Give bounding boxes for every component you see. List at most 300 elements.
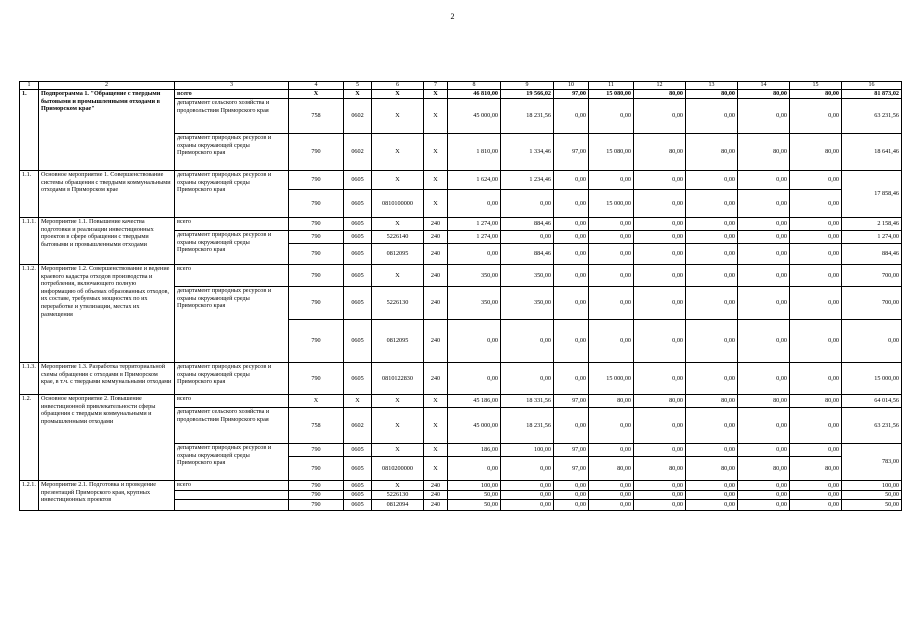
table-cell: 0,00 xyxy=(634,190,686,218)
table-cell: Х xyxy=(372,408,424,444)
table-cell: 240 xyxy=(424,491,448,500)
table-cell: 0605 xyxy=(344,444,372,457)
table-cell: 0,00 xyxy=(790,491,842,500)
table-cell: 80,00 xyxy=(738,457,790,481)
table-cell: всего xyxy=(175,481,289,491)
table-cell: 1 810,00 xyxy=(448,134,501,171)
table-cell: 1.1.2. xyxy=(20,265,39,363)
table-cell: 80,00 xyxy=(634,395,686,408)
table-cell: 790 xyxy=(289,134,344,171)
table-cell: 0605 xyxy=(344,500,372,511)
table-cell: Х xyxy=(372,99,424,134)
table-cell: департамент природных ресурсов и охраны окружающей среды Приморского края xyxy=(175,444,289,481)
col-header: 9 xyxy=(501,82,554,90)
table-cell: 884,46 xyxy=(501,244,554,265)
table-cell: 64 014,56 xyxy=(842,395,902,408)
table-cell xyxy=(175,500,289,511)
table-cell: 0,00 xyxy=(738,320,790,363)
table-cell: 0,00 xyxy=(790,320,842,363)
table-cell: 0,00 xyxy=(501,320,554,363)
table-cell: Х xyxy=(372,134,424,171)
table-cell: 240 xyxy=(424,500,448,511)
table-cell: всего xyxy=(175,265,289,287)
table-cell: департамент сельского хозяйства и продовольствия Приморского края xyxy=(175,408,289,444)
table-cell: 15 000,00 xyxy=(589,363,634,395)
table-cell: 0,00 xyxy=(634,408,686,444)
table-cell: Основное мероприятие 2. Повышение инвестиционной привлекательности сферы обращения с твердыми коммунальными и промышленными отходами xyxy=(39,395,175,481)
table-cell: 0,00 xyxy=(589,231,634,244)
table-cell: всего xyxy=(175,395,289,408)
table-cell: Х xyxy=(289,395,344,408)
table-cell: 700,00 xyxy=(842,265,902,287)
table-cell: 790 xyxy=(289,320,344,363)
table-cell: 0602 xyxy=(344,134,372,171)
table-cell: Х xyxy=(424,408,448,444)
table-cell: 350,00 xyxy=(501,265,554,287)
table-cell: 0,00 xyxy=(790,444,842,457)
table-cell: 0,00 xyxy=(554,171,589,190)
table-cell: 17 858,46 xyxy=(842,171,902,218)
table-cell: 5226130 xyxy=(372,491,424,500)
table-cell: Х xyxy=(424,190,448,218)
table-cell: 0,00 xyxy=(686,320,738,363)
page-number: 2 xyxy=(450,12,455,21)
table-cell: Х xyxy=(372,90,424,99)
table-cell: 0,00 xyxy=(501,491,554,500)
table-cell: 18 641,46 xyxy=(842,134,902,171)
table-cell: Х xyxy=(424,395,448,408)
table-cell: 0605 xyxy=(344,287,372,320)
table-cell: 0,00 xyxy=(738,491,790,500)
table-cell: 18 231,56 xyxy=(501,408,554,444)
table-cell: 0,00 xyxy=(554,99,589,134)
table-cell: 790 xyxy=(289,287,344,320)
table-cell: 0,00 xyxy=(589,218,634,231)
table-cell: 100,00 xyxy=(842,481,902,491)
table-cell: 240 xyxy=(424,320,448,363)
table-cell: 5226140 xyxy=(372,231,424,244)
table-cell: 0,00 xyxy=(738,363,790,395)
table-cell: 15 080,00 xyxy=(589,90,634,99)
table-cell: 0,00 xyxy=(554,363,589,395)
table-cell: 0,00 xyxy=(554,320,589,363)
table-row xyxy=(20,481,902,491)
table-cell: Мероприятие 1.2. Совершенствование и ведение краевого кадастра отходов производства и потребления, включающего полную информацию об объемах образованных отходов, их составе, требуемых мощностях по их переработке и утилизации, местах их размещения xyxy=(39,265,175,363)
table-row xyxy=(20,265,902,287)
table-cell: 0,00 xyxy=(686,244,738,265)
table-cell: 0,00 xyxy=(634,287,686,320)
table-cell: Х xyxy=(424,99,448,134)
table-cell: 80,00 xyxy=(634,90,686,99)
table-cell: 45 000,00 xyxy=(448,408,501,444)
table-cell: 0,00 xyxy=(448,190,501,218)
table-cell: 81 873,02 xyxy=(842,90,902,99)
budget-table xyxy=(19,81,902,511)
table-cell: 1.2.1. xyxy=(20,481,39,511)
col-header: 6 xyxy=(372,82,424,90)
table-cell: 0,00 xyxy=(448,363,501,395)
table-cell: 0,00 xyxy=(790,190,842,218)
table-cell: 80,00 xyxy=(790,457,842,481)
table-cell: 15 080,00 xyxy=(589,134,634,171)
col-header: 13 xyxy=(686,82,738,90)
table-cell: 0,00 xyxy=(738,408,790,444)
table-cell: 0,00 xyxy=(634,265,686,287)
table-cell: 80,00 xyxy=(738,395,790,408)
table-cell: 0605 xyxy=(344,171,372,190)
col-header: 12 xyxy=(634,82,686,90)
table-cell: 50,00 xyxy=(842,500,902,511)
table-cell: 240 xyxy=(424,287,448,320)
table-cell: 0,00 xyxy=(686,363,738,395)
table-cell: 0,00 xyxy=(589,99,634,134)
table-cell: 97,00 xyxy=(554,134,589,171)
table-cell: 0,00 xyxy=(738,500,790,511)
table-cell: 0605 xyxy=(344,190,372,218)
table-cell: 350,00 xyxy=(501,287,554,320)
table-cell: 790 xyxy=(289,444,344,457)
table-cell: 790 xyxy=(289,265,344,287)
table-cell: 0,00 xyxy=(554,481,589,491)
table-cell: Мероприятие 1.3. Разработка территориальной схемы обращения с отходами в Приморском крае, в т.ч. с твердыми коммунальными отходами xyxy=(39,363,175,395)
table-cell: 790 xyxy=(289,244,344,265)
table-cell: 0810122830 xyxy=(372,363,424,395)
table-cell: Х xyxy=(372,265,424,287)
table-cell: 63 231,56 xyxy=(842,99,902,134)
table-cell: 240 xyxy=(424,231,448,244)
table-cell: 0,00 xyxy=(634,244,686,265)
table-cell: 0,00 xyxy=(686,218,738,231)
table-cell: 0,00 xyxy=(686,491,738,500)
table-cell: 97,00 xyxy=(554,444,589,457)
col-header: 3 xyxy=(175,82,289,90)
table-cell: 0,00 xyxy=(634,99,686,134)
table-cell: департамент природных ресурсов и охраны окружающей среды Приморского края xyxy=(175,287,289,363)
table-cell: Х xyxy=(424,457,448,481)
table-cell: 0,00 xyxy=(738,244,790,265)
table-cell: 1.1.3. xyxy=(20,363,39,395)
table-cell: 0,00 xyxy=(738,265,790,287)
table-cell: 884,46 xyxy=(842,244,902,265)
table-row xyxy=(20,90,902,99)
table-cell: 0,00 xyxy=(738,231,790,244)
table-cell: 0,00 xyxy=(686,171,738,190)
table-cell: 80,00 xyxy=(634,457,686,481)
table-cell: 1 274,00 xyxy=(448,218,501,231)
table-cell: 0,00 xyxy=(790,481,842,491)
table-cell: 0605 xyxy=(344,363,372,395)
table-cell: 790 xyxy=(289,481,344,491)
col-header: 5 xyxy=(344,82,372,90)
table-cell: 80,00 xyxy=(589,395,634,408)
table-cell: 0810100000 xyxy=(372,190,424,218)
table-cell: 0,00 xyxy=(634,171,686,190)
table-row xyxy=(20,363,902,395)
table-cell: 0,00 xyxy=(554,287,589,320)
table-cell: 0605 xyxy=(344,244,372,265)
table-cell: департамент природных ресурсов и охраны окружающей среды Приморского края xyxy=(175,363,289,395)
table-cell: 783,00 xyxy=(842,444,902,481)
table-cell: 0,00 xyxy=(501,363,554,395)
table-cell: 790 xyxy=(289,457,344,481)
table-cell: 240 xyxy=(424,244,448,265)
table-cell: 0,00 xyxy=(790,363,842,395)
table-cell: 0810200000 xyxy=(372,457,424,481)
table-cell: 0,00 xyxy=(842,320,902,363)
table-cell: Подпрограмма 1. "Обращение с твердыми бытовыми и промышленными отходами в Приморском крае" xyxy=(39,90,175,171)
col-header: 11 xyxy=(589,82,634,90)
table-cell: Х xyxy=(424,171,448,190)
table-cell: 15 000,00 xyxy=(842,363,902,395)
table-cell: 0,00 xyxy=(738,99,790,134)
table-cell: 0,00 xyxy=(790,265,842,287)
table-cell: 19 566,02 xyxy=(501,90,554,99)
table-cell: 0,00 xyxy=(634,320,686,363)
table-cell: 1 234,46 xyxy=(501,171,554,190)
table-cell: 0,00 xyxy=(738,218,790,231)
table-cell: 80,00 xyxy=(686,457,738,481)
table-cell: 0,00 xyxy=(589,491,634,500)
table-cell: 80,00 xyxy=(790,90,842,99)
table-cell: 0602 xyxy=(344,408,372,444)
table-cell: 240 xyxy=(424,481,448,491)
table-cell: 0,00 xyxy=(589,171,634,190)
table-cell: 5226130 xyxy=(372,287,424,320)
table-row xyxy=(20,171,902,190)
table-cell: 350,00 xyxy=(448,265,501,287)
table-cell: 80,00 xyxy=(738,134,790,171)
col-header: 10 xyxy=(554,82,589,90)
table-cell: 97,00 xyxy=(554,90,589,99)
table-cell: Х xyxy=(424,90,448,99)
table-cell: 0,00 xyxy=(686,190,738,218)
table-cell: 18 231,56 xyxy=(501,99,554,134)
table-cell: 0,00 xyxy=(554,244,589,265)
col-header: 1 xyxy=(20,82,39,90)
table-cell: 1. xyxy=(20,90,39,171)
table-cell: 0,00 xyxy=(589,408,634,444)
table-cell: 0605 xyxy=(344,491,372,500)
table-cell: 790 xyxy=(289,218,344,231)
table-cell: 0,00 xyxy=(501,500,554,511)
table-row xyxy=(20,218,902,231)
table-cell: 80,00 xyxy=(790,134,842,171)
table-cell: 0,00 xyxy=(634,500,686,511)
table-cell: 45 000,00 xyxy=(448,99,501,134)
table-cell: 758 xyxy=(289,99,344,134)
table-cell: 0812095 xyxy=(372,320,424,363)
table-cell: 350,00 xyxy=(448,287,501,320)
table-cell: 50,00 xyxy=(448,500,501,511)
table-cell: 80,00 xyxy=(589,457,634,481)
table-cell: 46 810,00 xyxy=(448,90,501,99)
table-cell: 0812094 xyxy=(372,500,424,511)
table-cell: 186,00 xyxy=(448,444,501,457)
table-cell: 1 624,00 xyxy=(448,171,501,190)
table-cell: 63 231,56 xyxy=(842,408,902,444)
table-cell: 0605 xyxy=(344,265,372,287)
table-cell: 0,00 xyxy=(790,99,842,134)
table-cell: 0,00 xyxy=(589,500,634,511)
table-cell: 0,00 xyxy=(634,444,686,457)
table-cell: 790 xyxy=(289,491,344,500)
table-cell: 0,00 xyxy=(686,444,738,457)
table-cell: 0,00 xyxy=(448,457,501,481)
table-cell: Х xyxy=(372,481,424,491)
table-cell: 97,00 xyxy=(554,457,589,481)
table-cell: 0,00 xyxy=(634,491,686,500)
col-header: 8 xyxy=(448,82,501,90)
table-cell: 0,00 xyxy=(738,481,790,491)
table-cell: 790 xyxy=(289,171,344,190)
table-cell: 0,00 xyxy=(790,408,842,444)
table-cell: всего xyxy=(175,90,289,99)
table-cell: 50,00 xyxy=(448,491,501,500)
table-cell: 0,00 xyxy=(738,190,790,218)
table-cell: 0,00 xyxy=(634,481,686,491)
table-cell: 0,00 xyxy=(589,244,634,265)
table-cell: 80,00 xyxy=(634,134,686,171)
table-cell: 0,00 xyxy=(738,287,790,320)
table-cell: департамент природных ресурсов и охраны окружающей среды Приморского края xyxy=(175,171,289,218)
table-cell: 0,00 xyxy=(634,231,686,244)
table-cell: 0,00 xyxy=(686,231,738,244)
table-cell: всего xyxy=(175,218,289,231)
table-cell: 50,00 xyxy=(842,491,902,500)
table-cell: 100,00 xyxy=(501,444,554,457)
table-cell: 0,00 xyxy=(686,99,738,134)
table-cell: 15 000,00 xyxy=(589,190,634,218)
table-cell: 0,00 xyxy=(501,457,554,481)
table-cell: 0,00 xyxy=(686,265,738,287)
table-cell: 0,00 xyxy=(790,500,842,511)
col-header: 4 xyxy=(289,82,344,90)
table-cell: 0,00 xyxy=(686,500,738,511)
table-cell: Мероприятие 2.1. Подготовка и проведение презентаций Приморского края, крупных инвестиционных проектов xyxy=(39,481,175,511)
table-cell: 240 xyxy=(424,363,448,395)
table-cell: департамент сельского хозяйства и продовольствия Приморского края xyxy=(175,99,289,134)
table-cell: 0,00 xyxy=(554,408,589,444)
table-cell: 100,00 xyxy=(448,481,501,491)
table-cell: 18 331,56 xyxy=(501,395,554,408)
table-cell: 700,00 xyxy=(842,287,902,320)
table-cell: департамент природных ресурсов и охраны окружающей среды Приморского края xyxy=(175,231,289,265)
table-cell: 0,00 xyxy=(501,481,554,491)
table-cell: 0,00 xyxy=(634,218,686,231)
table-cell: Х xyxy=(424,444,448,457)
table-cell: 80,00 xyxy=(686,134,738,171)
table-cell: 1.1.1. xyxy=(20,218,39,265)
table-cell: 758 xyxy=(289,408,344,444)
table-cell: 790 xyxy=(289,190,344,218)
table-cell: Мероприятие 1.1. Повышение качества подготовки и реализации инвестиционных проектов в сфере обращения с твердыми бытовыми и промышленными отходами xyxy=(39,218,175,265)
table-cell: 240 xyxy=(424,265,448,287)
col-header: 2 xyxy=(39,82,175,90)
table-cell: 0,00 xyxy=(554,491,589,500)
table-cell: 97,00 xyxy=(554,395,589,408)
table-cell: 884,46 xyxy=(501,218,554,231)
table-cell: 790 xyxy=(289,500,344,511)
table-row xyxy=(20,395,902,408)
table-cell: 0,00 xyxy=(554,265,589,287)
table-cell: 1 274,00 xyxy=(448,231,501,244)
table-cell: 0,00 xyxy=(686,287,738,320)
table-cell: 0602 xyxy=(344,99,372,134)
table-cell: Основное мероприятие 1. Совершенствование системы обращения с твердыми коммунальными отходами в Приморском крае xyxy=(39,171,175,218)
table-cell: 0,00 xyxy=(448,320,501,363)
col-header: 16 xyxy=(842,82,902,90)
table-cell: 1.1. xyxy=(20,171,39,218)
table-cell: 0,00 xyxy=(589,444,634,457)
table-cell: 0,00 xyxy=(589,320,634,363)
table-cell: 0,00 xyxy=(634,363,686,395)
table-cell: Х xyxy=(372,171,424,190)
table-cell: 0812095 xyxy=(372,244,424,265)
table-cell: 0,00 xyxy=(790,287,842,320)
table-cell: Х xyxy=(372,218,424,231)
table-cell: 1 274,00 xyxy=(842,231,902,244)
col-header: 14 xyxy=(738,82,790,90)
table-cell: 0,00 xyxy=(790,218,842,231)
table-cell: 0,00 xyxy=(554,500,589,511)
table-cell: 0,00 xyxy=(589,265,634,287)
table-cell: 80,00 xyxy=(686,90,738,99)
table-cell: 80,00 xyxy=(790,395,842,408)
table-cell: 0,00 xyxy=(738,444,790,457)
table-cell: 0605 xyxy=(344,457,372,481)
table-cell: 0,00 xyxy=(554,231,589,244)
col-header: 15 xyxy=(790,82,842,90)
table-cell: департамент природных ресурсов и охраны окружающей среды Приморского края xyxy=(175,134,289,171)
table-cell: Х xyxy=(372,395,424,408)
table-cell: 0,00 xyxy=(501,231,554,244)
table-cell: 80,00 xyxy=(738,90,790,99)
table-cell: 80,00 xyxy=(686,395,738,408)
table-cell: 0,00 xyxy=(554,190,589,218)
header-row xyxy=(20,82,902,90)
table-cell: Х xyxy=(344,395,372,408)
table-cell: 1.2. xyxy=(20,395,39,481)
table-cell: 45 186,00 xyxy=(448,395,501,408)
table-cell: 0,00 xyxy=(589,481,634,491)
table-cell: 0605 xyxy=(344,481,372,491)
table-cell: 0,00 xyxy=(790,171,842,190)
table-cell: 790 xyxy=(289,231,344,244)
table-cell: 790 xyxy=(289,363,344,395)
table-cell: 0,00 xyxy=(686,481,738,491)
col-header: 7 xyxy=(424,82,448,90)
table-cell: 0,00 xyxy=(686,408,738,444)
table-cell: 0,00 xyxy=(554,218,589,231)
table-cell: Х xyxy=(424,134,448,171)
table-cell: 0,00 xyxy=(790,231,842,244)
table-cell: 2 158,46 xyxy=(842,218,902,231)
table-cell: 240 xyxy=(424,218,448,231)
table-cell: 1 334,46 xyxy=(501,134,554,171)
table-cell: 0605 xyxy=(344,320,372,363)
table-cell: 0,00 xyxy=(589,287,634,320)
table-cell: 0,00 xyxy=(448,244,501,265)
table-cell: 0,00 xyxy=(501,190,554,218)
table-cell: 0,00 xyxy=(738,171,790,190)
table-cell: Х xyxy=(372,444,424,457)
table-cell: 0,00 xyxy=(790,244,842,265)
table-cell: 0605 xyxy=(344,231,372,244)
table-cell xyxy=(175,491,289,500)
table-cell: Х xyxy=(344,90,372,99)
table-cell: 0605 xyxy=(344,218,372,231)
table-cell: Х xyxy=(289,90,344,99)
